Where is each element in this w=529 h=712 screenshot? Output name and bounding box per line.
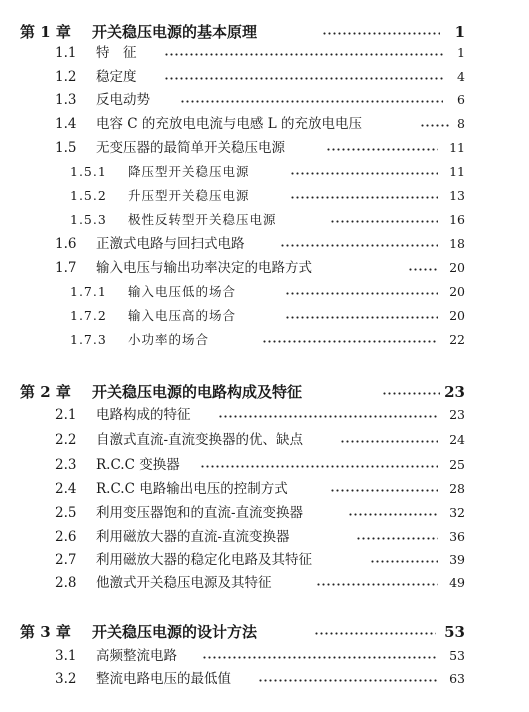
- page-number: 8: [457, 116, 465, 131]
- toc-subsection-1-5-2[interactable]: [0, 186, 529, 206]
- toc-section-1-4[interactable]: [0, 114, 529, 134]
- toc-subsection-1-5-3[interactable]: [0, 210, 529, 230]
- section-number: 1.4: [55, 116, 77, 132]
- section-title: 无变压器的最简单开关稳压电源: [96, 140, 285, 156]
- toc-section-2-7[interactable]: [0, 550, 529, 570]
- section-number: 1.7: [55, 260, 77, 276]
- section-number: 1.2: [55, 69, 77, 85]
- dot-leader: [280, 234, 438, 254]
- dot-leader: [290, 186, 438, 206]
- toc-section-2-4[interactable]: [0, 479, 529, 499]
- page-number: 49: [449, 575, 465, 590]
- dot-leader: [180, 90, 443, 110]
- section-title: 高频整流电路: [96, 648, 177, 664]
- section-number: 2.5: [55, 505, 77, 521]
- dot-leader: [348, 503, 438, 523]
- section-title: 利用磁放大器的直流-直流变换器: [96, 529, 290, 545]
- subsection-number: 1.5.2: [70, 188, 107, 203]
- page-number: 20: [449, 260, 465, 275]
- dot-leader: [382, 382, 440, 402]
- dot-leader: [164, 67, 443, 87]
- section-number: 1.1: [55, 45, 77, 61]
- page-number: 16: [449, 212, 465, 227]
- section-title: 利用磁放大器的稳定化电路及其特征: [96, 552, 312, 568]
- toc-section-2-1[interactable]: [0, 405, 529, 425]
- dot-leader: [200, 455, 438, 475]
- section-number: 3.2: [55, 671, 77, 687]
- toc-section-1-2[interactable]: [0, 67, 529, 87]
- toc-section-3-2[interactable]: [0, 669, 529, 689]
- chapter-number: 第 1 章: [20, 23, 71, 41]
- subsection-title: 输入电压高的场合: [128, 308, 237, 323]
- toc-section-1-1[interactable]: [0, 43, 529, 63]
- chapter-title: 开关稳压电源的电路构成及特征: [92, 383, 303, 401]
- section-number: 2.7: [55, 552, 77, 568]
- page-number: 11: [449, 140, 465, 155]
- subsection-number: 1.7.2: [70, 308, 107, 323]
- dot-leader: [285, 282, 438, 302]
- dot-leader: [340, 430, 438, 450]
- dot-leader: [370, 550, 438, 570]
- page-number: 63: [449, 671, 465, 686]
- section-number: 1.3: [55, 92, 77, 108]
- page-number: 28: [449, 481, 465, 496]
- toc-section-1-3[interactable]: [0, 90, 529, 110]
- toc-section-2-8[interactable]: [0, 573, 529, 593]
- page-number: 36: [449, 529, 465, 544]
- toc-chapter-2[interactable]: [0, 382, 529, 402]
- dot-leader: [330, 479, 438, 499]
- section-number: 2.8: [55, 575, 77, 591]
- section-title: 特 征: [96, 45, 137, 61]
- toc-subsection-1-7-1[interactable]: [0, 282, 529, 302]
- subsection-number: 1.7.3: [70, 332, 107, 347]
- section-title: 利用变压器饱和的直流-直流变换器: [96, 505, 304, 521]
- subsection-title: 输入电压低的场合: [128, 284, 237, 299]
- page-number: 53: [449, 648, 465, 663]
- toc-chapter-1[interactable]: [0, 22, 529, 42]
- dot-leader: [330, 210, 438, 230]
- section-title: 反电动势: [96, 92, 150, 108]
- page-number: 18: [449, 236, 465, 251]
- section-title: 整流电路电压的最低值: [96, 671, 231, 687]
- section-number: 2.6: [55, 529, 77, 545]
- page-number: 4: [457, 69, 465, 84]
- section-title: R.C.C 电路输出电压的控制方式: [96, 481, 288, 497]
- page-number: 20: [449, 308, 465, 323]
- dot-leader: [262, 330, 438, 350]
- dot-leader: [322, 22, 440, 42]
- dot-leader: [164, 43, 443, 63]
- section-number: 1.5: [55, 140, 77, 156]
- page-number: 24: [449, 432, 465, 447]
- toc-section-1-5[interactable]: [0, 138, 529, 158]
- chapter-number: 第 2 章: [20, 383, 71, 401]
- page-number: 6: [457, 92, 465, 107]
- chapter-title: 开关稳压电源的设计方法: [92, 623, 258, 641]
- section-title: R.C.C 变换器: [96, 457, 180, 473]
- page-number: 25: [449, 457, 465, 472]
- section-title: 电路构成的特征: [96, 407, 191, 423]
- toc-section-2-3[interactable]: [0, 455, 529, 475]
- subsection-title: 小功率的场合: [128, 332, 210, 347]
- chapter-number: 第 3 章: [20, 623, 71, 641]
- section-title: 电容 C 的充放电电流与电感 L 的充放电电压: [96, 116, 362, 132]
- section-title: 正激式电路与回扫式电路: [96, 236, 245, 252]
- section-number: 2.1: [55, 407, 77, 423]
- subsection-title: 升压型开关稳压电源: [128, 188, 250, 203]
- toc-subsection-1-7-3[interactable]: [0, 330, 529, 350]
- subsection-number: 1.7.1: [70, 284, 107, 299]
- page-number: 32: [449, 505, 465, 520]
- section-title: 自激式直流-直流变换器的优、缺点: [96, 432, 304, 448]
- section-title: 他激式开关稳压电源及其特征: [96, 575, 272, 591]
- subsection-number: 1.5.3: [70, 212, 107, 227]
- dot-leader: [316, 573, 438, 593]
- page-number: 39: [449, 552, 465, 567]
- page-number: 1: [454, 23, 465, 41]
- subsection-title: 降压型开关稳压电源: [128, 164, 250, 179]
- toc-subsection-1-5-1[interactable]: [0, 162, 529, 182]
- section-number: 3.1: [55, 648, 77, 664]
- toc-section-3-1[interactable]: [0, 646, 529, 666]
- toc-section-1-6[interactable]: [0, 234, 529, 254]
- dot-leader: [290, 162, 438, 182]
- section-number: 2.3: [55, 457, 77, 473]
- page-number: 53: [444, 623, 465, 641]
- section-number: 2.4: [55, 481, 77, 497]
- page-number: 20: [449, 284, 465, 299]
- page-number: 1: [457, 45, 465, 60]
- page-number: 23: [444, 383, 465, 401]
- dot-leader: [202, 646, 438, 666]
- dot-leader: [408, 258, 438, 278]
- page-number: 22: [449, 332, 465, 347]
- section-title: 输入电压与输出功率决定的电路方式: [96, 260, 312, 276]
- toc-section-1-7[interactable]: [0, 258, 529, 278]
- section-number: 2.2: [55, 432, 77, 448]
- page-number: 13: [449, 188, 465, 203]
- section-number: 1.6: [55, 236, 77, 252]
- chapter-title: 开关稳压电源的基本原理: [92, 23, 258, 41]
- dot-leader: [285, 306, 438, 326]
- dot-leader: [356, 527, 438, 547]
- toc-chapter-3[interactable]: [0, 622, 529, 642]
- toc-section-2-5[interactable]: [0, 503, 529, 523]
- dot-leader: [258, 669, 438, 689]
- toc-subsection-1-7-2[interactable]: [0, 306, 529, 326]
- toc-section-2-6[interactable]: [0, 527, 529, 547]
- dot-leader: [314, 622, 436, 642]
- dot-leader: [218, 405, 438, 425]
- toc-section-2-2[interactable]: [0, 430, 529, 450]
- section-title: 稳定度: [96, 69, 137, 85]
- subsection-title: 极性反转型开关稳压电源: [128, 212, 277, 227]
- subsection-number: 1.5.1: [70, 164, 107, 179]
- page-number: 23: [449, 407, 465, 422]
- dot-leader: [326, 138, 438, 158]
- dot-leader: [420, 114, 450, 134]
- page-number: 11: [449, 164, 465, 179]
